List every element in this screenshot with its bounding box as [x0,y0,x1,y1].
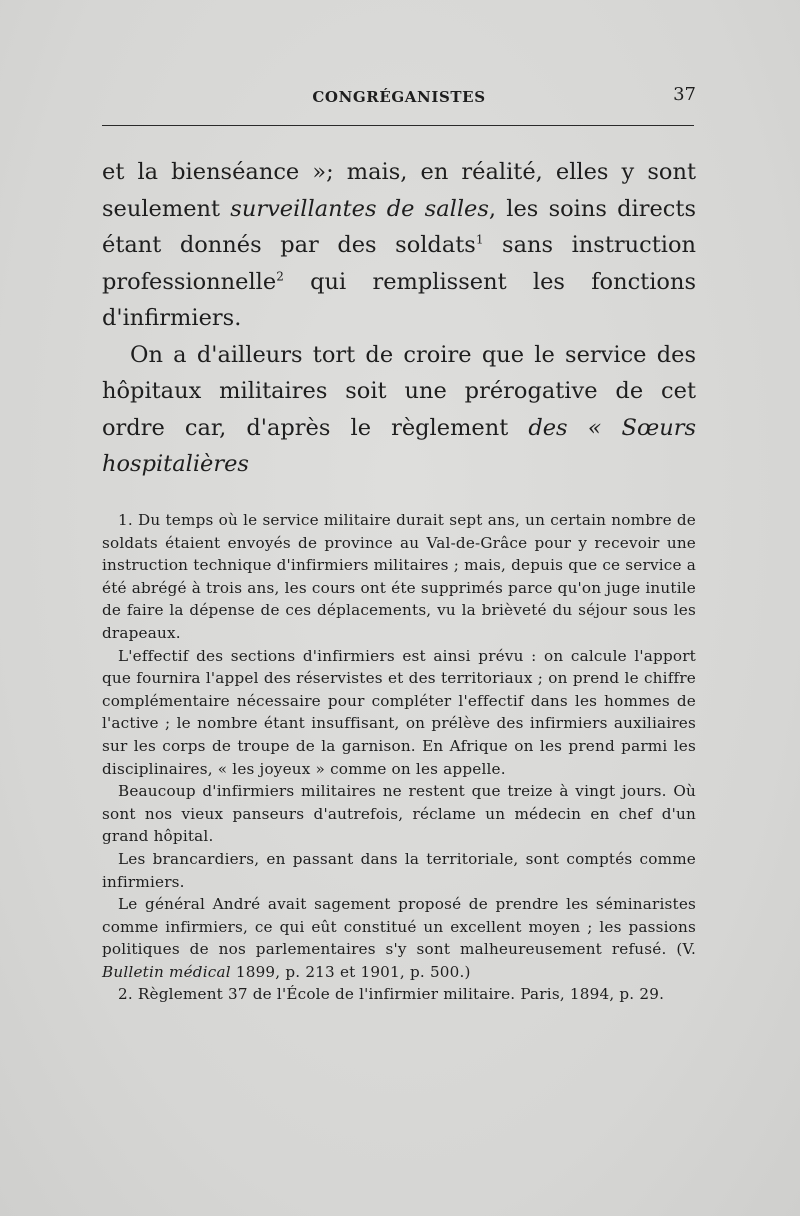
text-segment: 1899, p. 213 et 1901, p. 500.) [230,962,471,981]
footnote-ref-2[interactable]: 2 [276,269,284,283]
text-segment: sans instruction professionnelle [102,232,696,295]
paragraph-2 [102,337,696,483]
footnotes [102,509,696,1006]
text-segment: qui remplissent les fonctions d'infirmiers. [102,268,696,331]
header-rule [102,125,694,126]
footnote-1-continued: Les brancardiers, en passant dans la territoriale, sont comptés comme infirmiers. [102,849,696,891]
footnote-2: 2. Règlement 37 de l'École de l'infirmier militaire. Paris, 1894, p. 29. [118,985,665,1004]
footnote-1: 1. Du temps où le service militaire durait sept ans, un certain nombre de soldats étaient envoyés de province au Val-de-Grâce pour y recevoir une instruction technique d'infirmiers militaires ; mais, depuis que ce service a été abrégé à trois ans, les cours ont éte supprimés parce qu'on juge inutile de faire la dépense de ces déplacements, vu la brièveté du séjour sous les drapeaux. [102,511,696,642]
italic-text: surveillantes de salles [230,195,489,222]
chapter-title: CONGRÉGANISTES [312,88,486,106]
page-number: 37 [673,84,696,105]
footnote-1-continued: L'effectif des sections d'infirmiers est ainsi prévu : on calcule l'apport que fournira l'appel des réservistes et des territoriaux ; on prend le chiffre complémentaire nécessaire pour compléter l'effectif dans les hommes de l'active ; le nombre étant insuffisant, on prélève des infirmiers auxiliaires sur les corps de troupe de la garnison. En Afrique on les prend parmi les disciplinaires, « les joyeux » comme on les appelle. [102,646,696,778]
footnote-1-continued: Beaucoup d'infirmiers militaires ne restent que treize à vingt jours. Où sont nos vieux panseurs d'autrefois, réclame un médecin en chef d'un grand hôpital. [102,782,696,846]
paragraph-1 [102,154,696,337]
text-segment: et la bienséance »; mais, en réalité, elles y sont seulement [102,159,696,222]
text-segment: , les soins directs étant donnés par des soldats [102,195,696,258]
italic-text: des « Sœurs hospitalières [102,414,696,477]
text-segment: Le général André avait sagement proposé de prendre les séminaristes comme infirmiers, ce qui eût constitué un excellent moyen ; les passions politiques de nos parlementaires s'y sont malheureusement refusé. (V. [102,895,696,959]
footnote-ref-1[interactable]: 1 [475,232,484,247]
footnote-1-continued [102,893,696,983]
running-head [102,82,696,112]
main-text [102,154,696,483]
journal-title: Bulletin médical [102,962,231,981]
text-segment: On a d'ailleurs tort de croire que le service des hôpitaux militaires soit une prérogative de cet ordre car, d'après le règlement [102,341,696,441]
